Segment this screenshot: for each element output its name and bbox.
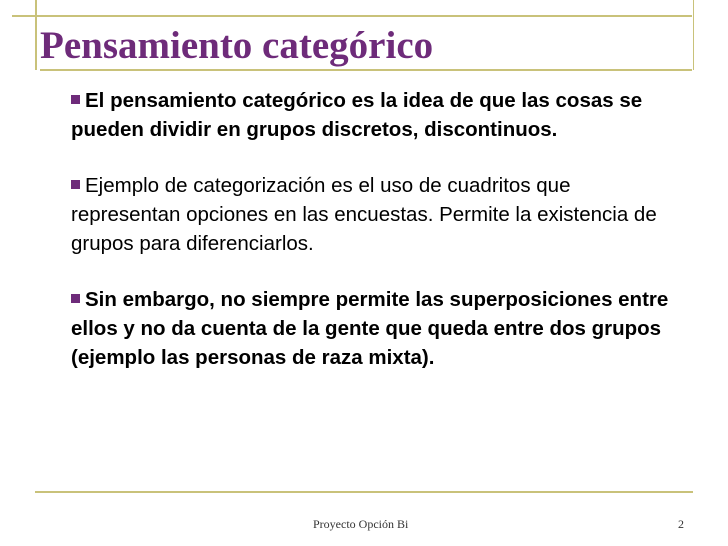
bullet-item [71,285,671,372]
top-border-line [12,15,692,17]
square-bullet-icon [71,95,80,104]
footer-text: Proyecto Opción Bi [313,517,409,531]
bullet-list [71,86,671,399]
left-border-line [35,0,37,70]
footer-divider [35,491,693,493]
title-underline [40,69,692,71]
square-bullet-icon [71,180,80,189]
square-bullet-icon [71,294,80,303]
bullet-text: El pensamiento categórico es la idea de que las cosas se pueden dividir en grupos discretos, discontinuos. [71,89,643,141]
right-border-line [693,0,694,70]
bullet-item [71,86,671,144]
page-number: 2 [678,517,684,531]
bullet-item [71,171,671,258]
bullet-text: Sin embargo, no siempre permite las superposiciones entre ellos y no da cuenta de la gente que queda entre dos grupos (ejemplo las personas de raza mixta). [71,288,669,369]
bullet-text: Ejemplo de categorización es el uso de cuadritos que representan opciones en las encuestas. Permite la existencia de grupos para diferenciarlos. [71,174,657,255]
slide-title: Pensamiento categórico [40,24,434,67]
